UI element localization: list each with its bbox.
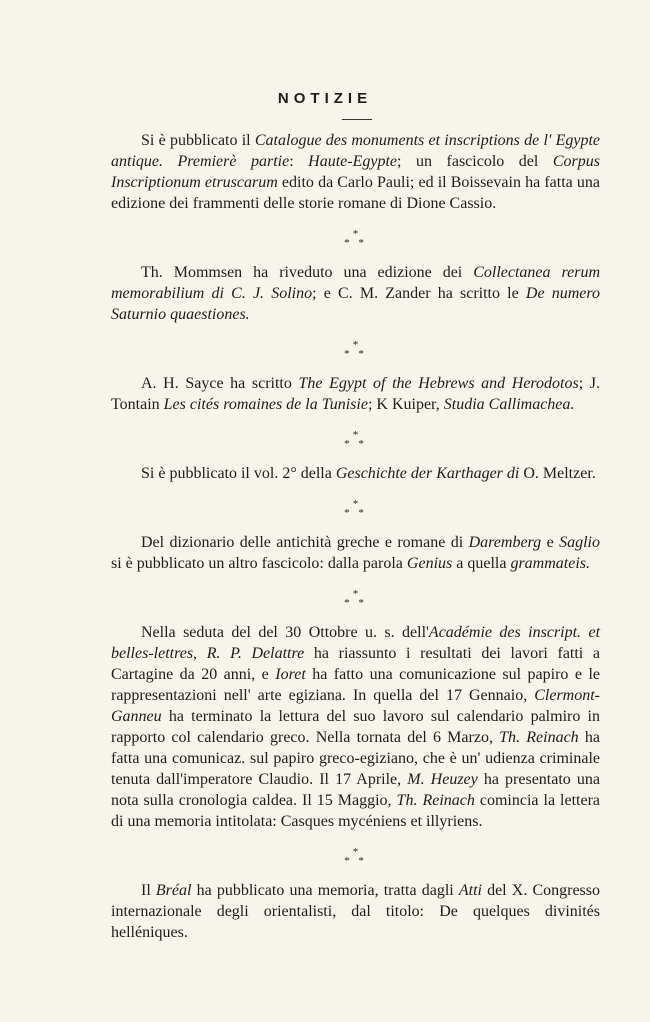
text-run: si è pubblicato un altro fascicolo: dalla parola bbox=[111, 555, 407, 572]
text-run: ; e C. M. Zander ha scritto le bbox=[312, 285, 526, 302]
italic-title: Collectanea rerum memorabilium di C. J. Solino bbox=[111, 264, 601, 302]
title-rule bbox=[342, 119, 372, 120]
text-run: Th. Mommsen ha riveduto una edizione dei bbox=[141, 264, 474, 281]
section-separator: * * * bbox=[344, 429, 367, 450]
italic-title: Catalogue des monuments et inscriptions de l' Egypte antique. Premierè partie bbox=[111, 132, 600, 170]
italic-title: Bréal bbox=[155, 882, 192, 899]
section-separator: * * * bbox=[344, 846, 367, 867]
text-run: A. H. Sayce ha scritto bbox=[141, 375, 299, 392]
text-run: a quella bbox=[452, 555, 511, 572]
italic-title: Haute-Egypte bbox=[308, 153, 398, 170]
italic-title: De numero Saturnio quaestiones. bbox=[111, 285, 601, 323]
italic-title: Daremberg bbox=[468, 534, 542, 551]
text-run: ; K Kuiper, bbox=[367, 396, 444, 413]
text-run: Nella seduta del del 30 Ottobre u. s. dell' bbox=[141, 624, 429, 641]
text-run: ha terminato la lettura del suo lavoro sul calendario palmiro in rapporto col calendario greco. Nella tornata del 6 Marzo, bbox=[111, 708, 600, 746]
section-separator: * * * bbox=[344, 588, 367, 609]
italic-title: M. Heuzey bbox=[407, 771, 478, 788]
italic-title: Ioret bbox=[275, 666, 306, 683]
text-run: ha presentato una nota sulla cronologia caldea. Il 15 Maggio, bbox=[111, 771, 600, 809]
italic-title: Clermont-Ganneu bbox=[111, 687, 600, 725]
italic-title: Les cités romaines de la Tunisie bbox=[163, 396, 368, 413]
text-run: edito da Carlo Pauli; ed il Boissevain ha fatta una edizione dei frammenti delle storie romane di Dione Cassio. bbox=[111, 174, 601, 212]
italic-title: Geschichte der Karthager di bbox=[335, 465, 520, 482]
note-paragraph bbox=[111, 373, 600, 415]
italic-title: Académie des inscript. et belles-lettres, R. P. Delattre bbox=[111, 624, 601, 662]
text-run: e bbox=[541, 534, 560, 551]
italic-title: Th. Reinach bbox=[396, 792, 475, 809]
italic-title: Studia Callimachea. bbox=[443, 396, 575, 413]
italic-title: Saglio bbox=[559, 534, 600, 551]
text-run: comincia la lettera di una memoria intitolata: Casques mycéniens et illyriens. bbox=[111, 792, 601, 830]
notes-body bbox=[111, 130, 600, 943]
text-run: Il bbox=[141, 882, 156, 899]
note-paragraph bbox=[111, 130, 600, 214]
italic-title: Genius bbox=[406, 555, 453, 572]
text-run: O. Meltzer. bbox=[519, 465, 596, 482]
note-paragraph bbox=[111, 532, 600, 574]
text-run: ; un fascicolo del bbox=[397, 153, 553, 170]
italic-title: Th. Reinach bbox=[499, 729, 579, 746]
text-run: del X. Congresso internazionale degli orientalisti, dal titolo: De quelques divinités helléniques. bbox=[111, 882, 601, 941]
text-run: Del dizionario delle antichità greche e romane di bbox=[141, 534, 469, 551]
text-run: ha fatto una comunicazione sul papiro e le rappresentazioni nell' arte egiziana. In quella del 17 Gennaio, bbox=[111, 666, 601, 704]
page-title: NOTIZIE bbox=[277, 90, 373, 107]
section-separator: * * * bbox=[344, 228, 367, 249]
text-run: Si è pubblicato il bbox=[141, 132, 255, 149]
note-paragraph bbox=[111, 463, 600, 484]
italic-title: The Egypt of the Hebrews and Herodotos bbox=[298, 375, 579, 392]
italic-title: Corpus Inscriptionum etruscarum bbox=[111, 153, 600, 191]
italic-title: grammateis. bbox=[510, 555, 590, 572]
section-separator: * * * bbox=[344, 498, 367, 519]
note-paragraph bbox=[111, 880, 600, 943]
text-run: ha pubblicato una memoria, tratta dagli bbox=[191, 882, 459, 899]
text-run: ha fatta una comunicaz. sul papiro greco-egiziano, che è un' udienza criminale tenuta dall'imperatore Claudio. Il 17 Aprile, bbox=[111, 729, 600, 788]
text-run: ; J. Tontain bbox=[111, 375, 601, 413]
note-paragraph bbox=[111, 622, 600, 832]
italic-title: Atti bbox=[458, 882, 482, 899]
note-paragraph bbox=[111, 262, 600, 325]
text-run: Si è pubblicato il vol. 2° della bbox=[141, 465, 336, 482]
text-run: ha riassunto i resultati dei lavori fatti a Cartagine da 20 anni, e bbox=[111, 645, 601, 683]
text-run: : bbox=[289, 153, 309, 170]
section-separator: * * * bbox=[344, 339, 367, 360]
